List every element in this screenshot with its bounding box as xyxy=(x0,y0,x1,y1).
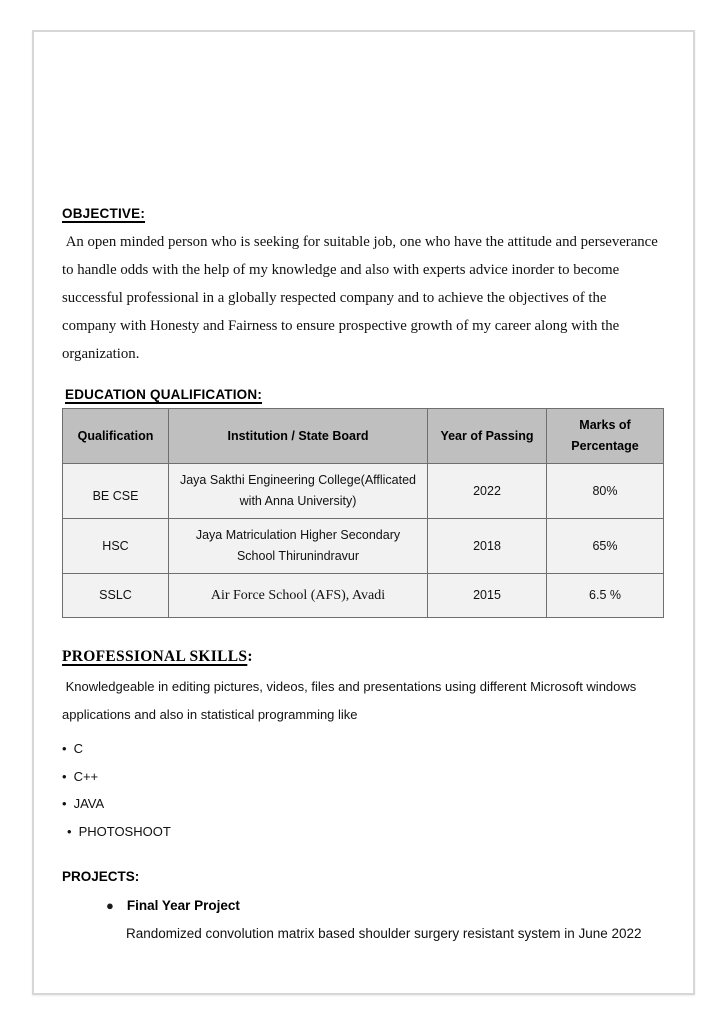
cell-marks: 80% xyxy=(547,464,664,519)
cell-year: 2018 xyxy=(428,519,547,574)
skills-paragraph: Knowledgeable in editing pictures, videos, files and presentations using different Microsoft windows applications and also in statistical programming like xyxy=(62,679,640,722)
header-institution: Institution / State Board xyxy=(169,409,428,464)
project-item xyxy=(106,898,660,913)
skills-section xyxy=(62,648,660,845)
skill-label: PHOTOSHOOT xyxy=(78,823,171,839)
bullet-icon: • xyxy=(62,741,67,756)
education-section xyxy=(62,387,660,618)
table-row-hsc xyxy=(63,519,664,574)
projects-section xyxy=(62,869,660,941)
education-heading: EDUCATION QUALIFICATION: xyxy=(65,387,263,402)
skill-label: C xyxy=(73,741,83,756)
cell-marks: 6.5 % xyxy=(547,574,664,618)
skill-label: JAVA xyxy=(73,796,105,811)
skill-item-java xyxy=(62,790,660,818)
objective-paragraph: An open minded person who is seeking for suitable job, one who have the attitude and perseverance to handle odds with the help of my knowledge and also with experts advice inorder to become successful professional in a globally respected company and to achieve the objectives of the company with Honesty and Fairness to ensure prospective growth of my career along with the organization. xyxy=(62,234,662,362)
table-row-sslc xyxy=(63,574,664,618)
skill-item-cpp xyxy=(62,763,660,791)
cell-marks: 65% xyxy=(547,519,664,574)
project-title: Final Year Project xyxy=(126,898,240,913)
projects-heading: PROJECTS: xyxy=(62,869,140,884)
cell-institution: Air Force School (AFS), Avadi xyxy=(169,574,428,618)
education-table xyxy=(62,408,664,618)
project-description: Randomized convolution matrix based shoulder surgery resistant system in June 2022 xyxy=(126,926,642,941)
cell-year: 2022 xyxy=(428,464,547,519)
header-qualification: Qualification xyxy=(63,409,169,464)
table-row-be-cse xyxy=(63,464,664,519)
cell-qualification: BE CSE xyxy=(63,464,169,519)
skills-heading xyxy=(62,648,660,666)
objective-section xyxy=(62,206,660,368)
bullet-icon: • xyxy=(67,823,72,839)
header-marks: Marks of Percentage xyxy=(547,409,664,464)
education-table-header-row xyxy=(63,409,664,464)
cell-qualification: SSLC xyxy=(63,574,169,618)
bullet-icon: • xyxy=(62,796,67,811)
skills-heading-colon: : xyxy=(247,648,253,665)
cell-year: 2015 xyxy=(428,574,547,618)
cell-qualification: HSC xyxy=(63,519,169,574)
skills-list xyxy=(62,735,660,845)
skill-item-c xyxy=(62,735,660,763)
skill-item-photoshoot xyxy=(67,818,660,846)
page-content xyxy=(34,32,693,941)
bullet-icon: • xyxy=(62,768,67,784)
skill-label: C++ xyxy=(73,768,99,784)
header-year: Year of Passing xyxy=(428,409,547,464)
objective-heading: OBJECTIVE: xyxy=(62,206,146,221)
document-page xyxy=(32,30,695,995)
skills-heading-text: PROFESSIONAL SKILLS xyxy=(62,648,248,665)
bullet-icon: ● xyxy=(106,898,114,913)
cell-institution: Jaya Sakthi Engineering College(Afflicated with Anna University) xyxy=(169,464,428,519)
cell-institution: Jaya Matriculation Higher Secondary School Thirunindravur xyxy=(169,519,428,574)
